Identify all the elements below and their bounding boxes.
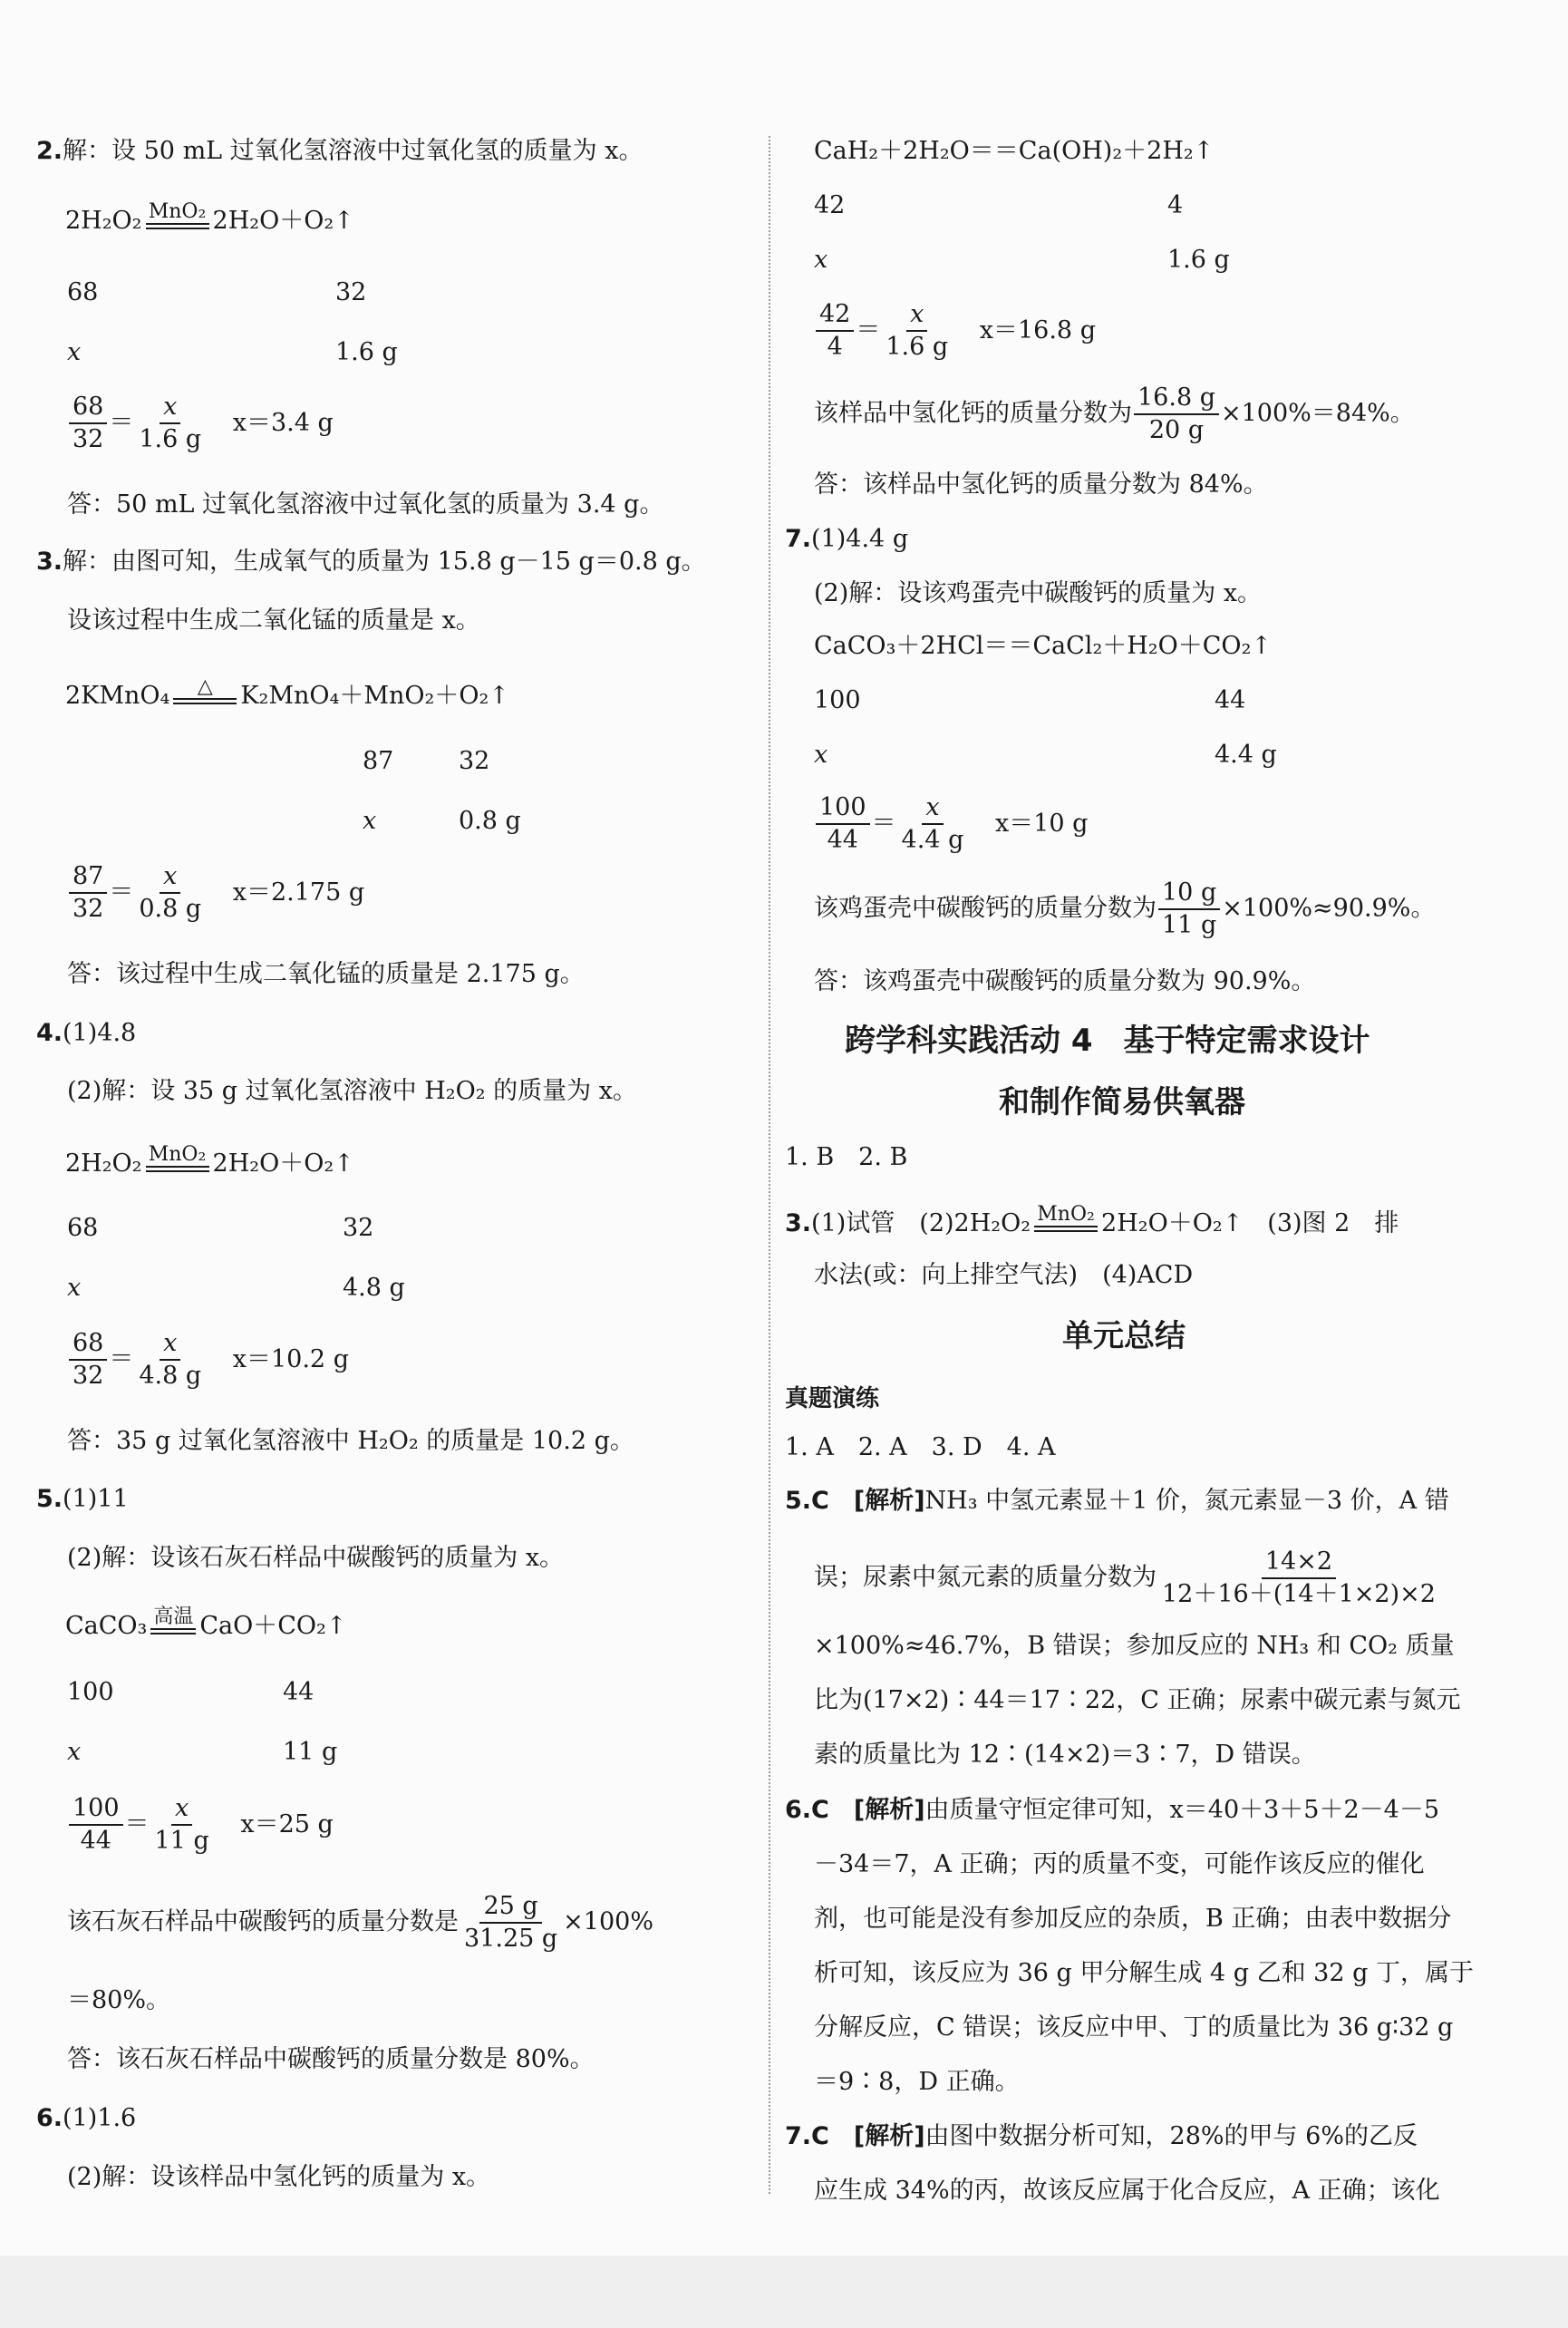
q5-proportion: $\frac{100}{44}$ ＝ $\frac{x}{11 g}$ x＝25 g — [67, 1793, 334, 1857]
q5-unknown: x — [67, 1738, 82, 1766]
q6-answer: 答：该样品中氢化钙的质量分数为 84%。 — [814, 470, 1268, 499]
q5-mass-2: 44 — [283, 1678, 315, 1706]
q3-equation: 2KMnO₄ △ K₂MnO₄＋MnO₂＋O₂↑ — [65, 675, 509, 710]
q7-mass-2: 44 — [1215, 686, 1246, 714]
q4-mass-2: 32 — [343, 1214, 374, 1242]
activity-q3: 3.(1)试管 (2)2H₂O₂ MnO₂ 2H₂O＋O₂↑ (3)图 2 排 — [785, 1203, 1399, 1237]
q7-unknown: x — [814, 741, 828, 769]
activity-answers-1-2: 1. B 2. B — [785, 1143, 908, 1171]
r-q6-line4: 析可知，该反应为 36 g 甲分解生成 4 g 乙和 32 g 丁，属于 — [814, 1959, 1474, 1987]
q4-given: 4.8 g — [343, 1274, 405, 1302]
q3-mass-2: 32 — [459, 747, 490, 775]
q4-proportion: $\frac{68}{32}$ ＝ $\frac{x}{4.8 g}$ x＝10.2 g — [67, 1328, 349, 1392]
q3-unknown: x — [363, 807, 377, 835]
q6-part2: (2)解：设该样品中氢化钙的质量为 x。 — [67, 2163, 491, 2191]
r-q6-line5: 分解反应，C 错误；该反应中甲、丁的质量比为 36 g∶32 g — [814, 2013, 1454, 2042]
q7-part2: (2)解：设该鸡蛋壳中碳酸钙的质量为 x。 — [814, 579, 1263, 607]
activity-title-line1: 跨学科实践活动 4 基于特定需求设计 — [845, 1023, 1370, 1059]
q5-percentage: 该石灰石样品中碳酸钙的质量分数是 $\frac{25 g}{31.25 g}$ ×100% — [67, 1892, 653, 1953]
activity-q3-line2: 水法(或：向上排空气法) (4)ACD — [814, 1261, 1194, 1289]
r-q5-line5: 素的质量比为 12∶(14×2)＝3∶7，D 错误。 — [814, 1741, 1316, 1769]
q6-equation: CaH₂＋2H₂O＝＝Ca(OH)₂＋2H₂↑ — [814, 137, 1215, 165]
q5-part2: (2)解：设该石灰石样品中碳酸钙的质量为 x。 — [67, 1544, 565, 1572]
q7-equation: CaCO₃＋2HCl＝＝CaCl₂＋H₂O＋CO₂↑ — [814, 632, 1273, 660]
r-q5-line3: ×100%≈46.7%，B 错误；参加反应的 NH₃ 和 CO₂ 质量 — [814, 1632, 1455, 1660]
column-divider — [769, 136, 770, 2194]
q4-answer: 答：35 g 过氧化氢溶液中 H₂O₂ 的质量是 10.2 g。 — [67, 1427, 634, 1455]
r-q6-line6: ＝9∶8，D 正确。 — [814, 2068, 1020, 2096]
q2-proportion: $\frac{68}{32}$ ＝ $\frac{x}{1.6 g}$ x＝3.4 g — [67, 392, 334, 455]
q7-mass-1: 100 — [814, 686, 861, 714]
q3-line1: 3.解：由图可知，生成氧气的质量为 15.8 g－15 g＝0.8 g。 — [36, 548, 706, 576]
r-q5-line2: 误；尿素中氮元素的质量分数为 $\frac{14\times 2}{12+16+(14+1\times 2)\times 2}$ — [814, 1547, 1436, 1608]
q2-mass-2: 32 — [335, 278, 367, 306]
q6-part1: 6.(1)1.6 — [36, 2104, 137, 2132]
q6-given: 1.6 g — [1167, 246, 1230, 274]
q4-unknown: x — [67, 1274, 82, 1302]
r-q7-line2: 应生成 34%的丙，故该反应属于化合反应，A 正确；该化 — [814, 2177, 1440, 2205]
q4-part1: 4.(1)4.8 — [36, 1019, 137, 1047]
q4-part2: (2)解：设 35 g 过氧化氢溶液中 H₂O₂ 的质量为 x。 — [67, 1077, 637, 1105]
q4-mass-1: 68 — [67, 1214, 99, 1242]
section-label: 真题演练 — [785, 1385, 880, 1412]
answers-1-4: 1. A 2. A 3. D 4. A — [785, 1433, 1056, 1461]
q7-percentage: 该鸡蛋壳中碳酸钙的质量分数为 $\frac{10 g}{11 g}$ ×100%≈90.9%。 — [814, 878, 1436, 939]
q2-intro: 2.解：设 50 mL 过氧化氢溶液中过氧化氢的质量为 x。 — [36, 137, 644, 165]
q3-line2: 设该过程中生成二氧化锰的质量是 x。 — [67, 606, 480, 635]
q2-answer: 答：50 mL 过氧化氢溶液中过氧化氢的质量为 3.4 g。 — [67, 490, 664, 519]
q2-equation: 2H₂O₂ MnO₂ 2H₂O＋O₂↑ — [65, 200, 354, 235]
q2-unknown: x — [67, 338, 82, 366]
q5-mass-1: 100 — [67, 1678, 114, 1706]
q7-part1: 7.(1)4.4 g — [785, 525, 909, 553]
q4-equation: 2H₂O₂ MnO₂ 2H₂O＋O₂↑ — [65, 1143, 354, 1178]
q6-unknown: x — [814, 246, 828, 274]
bottom-margin — [0, 2255, 1568, 2328]
r-q5-line4: 比为(17×2)∶44＝17∶22，C 正确；尿素中碳元素与氮元 — [814, 1686, 1461, 1714]
q3-proportion: $\frac{87}{32}$ ＝ $\frac{x}{0.8 g}$ x＝2.175 g — [67, 861, 364, 925]
q2-given: 1.6 g — [335, 338, 398, 366]
q5-equation: CaCO₃ 高温 CaO＋CO₂↑ — [65, 1605, 347, 1640]
q3-answer: 答：该过程中生成二氧化锰的质量是 2.175 g。 — [67, 960, 585, 988]
q5-given: 11 g — [283, 1738, 338, 1766]
q7-given: 4.4 g — [1215, 741, 1277, 769]
r-q7-line1: 7.C [解析]由图中数据分析可知，28%的甲与 6%的乙反 — [785, 2122, 1418, 2150]
q6-mass-1: 42 — [814, 191, 846, 219]
r-q6-line1: 6.C [解析]由质量守恒定律可知，x＝40＋3＋5＋2－4－5 — [785, 1796, 1440, 1824]
unit-summary-title: 单元总结 — [1062, 1318, 1186, 1354]
q5-part1: 5.(1)11 — [36, 1485, 129, 1513]
r-q6-line3: 剂，也可能是没有参加反应的杂质，B 正确；由表中数据分 — [814, 1905, 1452, 1933]
q6-proportion: $\frac{42}{4}$ ＝ $\frac{x}{1.6 g}$ x＝16.8 g — [814, 299, 1096, 363]
q5-percentage-result: ＝80%。 — [67, 1986, 171, 2014]
q6-percentage: 该样品中氢化钙的质量分数为 $\frac{16.8 g}{20 g}$ ×100%＝84%。 — [814, 383, 1415, 444]
q6-mass-2: 4 — [1167, 191, 1184, 219]
r-q5-line1: 5.C [解析]NH₃ 中氢元素显＋1 价，氮元素显－3 价，A 错 — [785, 1487, 1449, 1515]
r-q6-line2: －34＝7，A 正确；丙的质量不变，可能作该反应的催化 — [814, 1850, 1425, 1878]
q3-given: 0.8 g — [459, 807, 521, 835]
q5-answer: 答：该石灰石样品中碳酸钙的质量分数是 80%。 — [67, 2045, 595, 2073]
q2-mass-1: 68 — [67, 278, 99, 306]
q3-mass-1: 87 — [363, 747, 394, 775]
q7-answer: 答：该鸡蛋壳中碳酸钙的质量分数为 90.9%。 — [814, 967, 1316, 995]
q7-proportion: $\frac{100}{44}$ ＝ $\frac{x}{4.4 g}$ x＝10 g — [814, 792, 1088, 856]
activity-title-line2: 和制作简易供氧器 — [999, 1084, 1245, 1120]
